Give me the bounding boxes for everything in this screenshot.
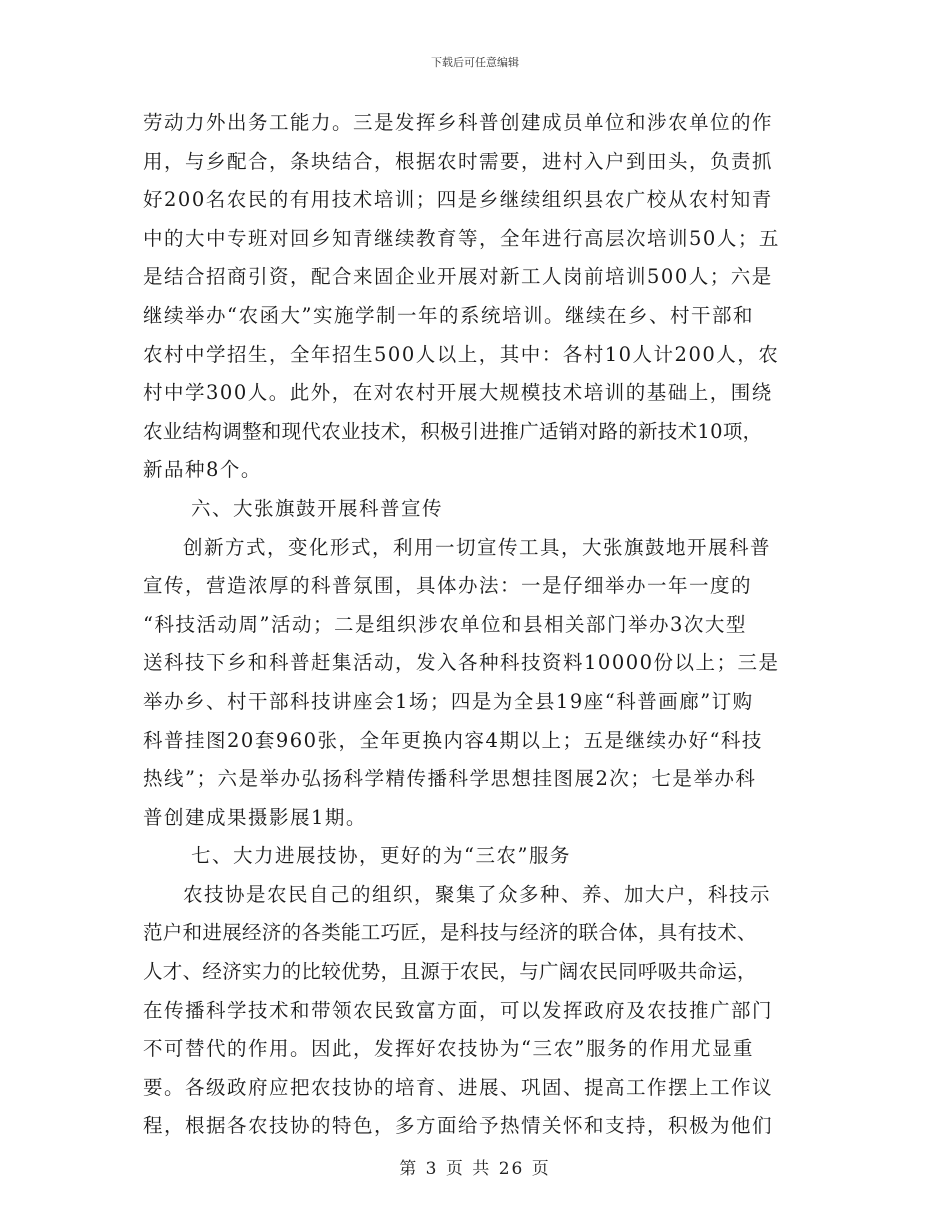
paragraph-line: 送科技下乡和科普赶集活动，发入各种科技资料10000份以上；三是	[143, 651, 780, 675]
paragraph-line: 继续举办“农函大”实施学制一年的系统培训。继续在乡、村干部和	[143, 303, 754, 327]
paragraph-line: 程，根据各农技协的特色，多方面给予热情关怀和支持，积极为他们	[143, 1114, 774, 1138]
paragraph-line: 普创建成果摄影展1期。	[143, 805, 367, 829]
paragraph-line: 好200名农民的有用技术培训；四是乡继续组织县农广校从农村知青	[143, 188, 773, 212]
page-footer-number: 第 3 页 共 26 页	[399, 1159, 551, 1179]
paragraph-line: 用，与乡配合，条块结合，根据农时需要，进村入户到田头，负责抓	[143, 149, 774, 173]
paragraph-line: 科普挂图20套960张，全年更换内容4期以上；五是继续办好“科技	[143, 728, 763, 752]
paragraph-line: 新品种8个。	[143, 458, 262, 482]
section-heading-7: 七、大力进展技协，更好的为“三农”服务	[191, 844, 571, 868]
paragraph-line: 人才、经济实力的比较优势，且源于农民，与广阔农民同呼吸共命运，	[143, 960, 757, 984]
paragraph-line: 劳动力外出务工能力。三是发挥乡科普创建成员单位和涉农单位的作	[143, 111, 774, 134]
paragraph-line: 中的大中专班对回乡知青继续教育等，全年进行高层次培训50人；五	[143, 226, 780, 250]
paragraph-line: 在传播科学技术和带领农民致富方面，可以发挥政府及农技推广部门	[143, 998, 774, 1022]
paragraph-line: 创新方式，变化形式，利用一切宣传工具，大张旗鼓地开展科普	[183, 535, 772, 559]
paragraph-line: 宣传，营造浓厚的科普氛围，具体办法：一是仔细举办一年一度的	[143, 574, 753, 598]
paragraph-line: 村中学300人。此外，在对农村开展大规模技术培训的基础上，围绕	[143, 381, 773, 405]
paragraph-line: 范户和进展经济的各类能工巧匠，是科技与经济的联合体，具有技术、	[143, 921, 757, 945]
section-heading-6: 六、大张旗鼓开展科普宣传	[191, 496, 444, 520]
paragraph-line: 要。各级政府应把农技协的培育、进展、巩固、提高工作摆上工作议	[143, 1075, 774, 1099]
paragraph-line: 是结合招商引资，配合来固企业开展对新工人岗前培训500人；六是	[143, 265, 773, 289]
document-body	[143, 104, 813, 1146]
paragraph-line: “科技活动周”活动；二是组织涉农单位和县相关部门举办3次大型	[143, 612, 747, 636]
paragraph-line: 不可替代的作用。因此，发挥好农技协为“三农”服务的作用尤显重	[143, 1037, 754, 1061]
paragraph-line: 农业结构调整和现代农业技术，积极引进推广适销对路的新技术10项，	[143, 419, 763, 443]
paragraph-line: 农技协是农民自己的组织，聚集了众多种、养、加大户，科技示	[183, 882, 772, 906]
page-header-note: 下载后可任意编辑	[431, 56, 519, 69]
paragraph-line: 农村中学招生，全年招生500人以上，其中：各村10人计200人，农	[143, 342, 780, 366]
paragraph-line: 热线”；六是举办弘扬科学精传播科学思想挂图展2次；七是举办科	[143, 767, 757, 791]
paragraph-line: 举办乡、村干部科技讲座会1场；四是为全县19座“科普画廊”订购	[143, 689, 754, 713]
